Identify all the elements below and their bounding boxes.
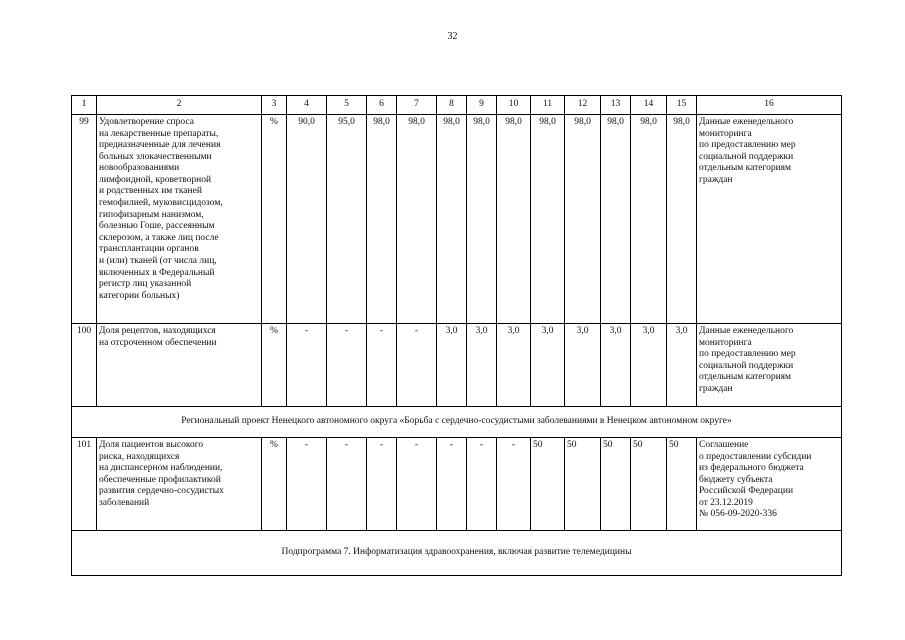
value-cell: 98,0 (367, 115, 397, 324)
header-cell: 12 (565, 96, 601, 115)
value-cell: 50 (601, 438, 631, 531)
value-cell: 90,0 (287, 115, 327, 324)
table-row (72, 115, 842, 324)
value-cell: 50 (667, 438, 697, 531)
value-cell: - (397, 324, 437, 407)
header-cell: 8 (437, 96, 467, 115)
section-row (72, 407, 842, 438)
header-cell: 11 (531, 96, 565, 115)
data-source: Данные еженедельного мониторинга по предоставлению мер социальной поддержки отдельным категориям граждан (697, 115, 842, 324)
value-cell: 50 (531, 438, 565, 531)
value-cell: 98,0 (497, 115, 531, 324)
value-cell: 98,0 (667, 115, 697, 324)
unit-cell: % (262, 324, 287, 407)
value-cell: 98,0 (397, 115, 437, 324)
value-cell: 50 (631, 438, 667, 531)
header-cell: 5 (327, 96, 367, 115)
indicator-name: Удовлетворение спроса на лекарственные препараты, предназначенные для лечения больных злокачественными новообразованиями лимфоидной, кроветворной и родственных им тканей гемофилией, муковисцидозом, гипофизарным нанизмом, болезнью Гоше, рассеянным склерозом, а также лиц после трансплантации органов и (или) тканей (от числа лиц, включенных в Федеральный регистр лиц указанной категории больных) (97, 115, 262, 324)
value-cell: 98,0 (601, 115, 631, 324)
value-cell: 3,0 (437, 324, 467, 407)
value-cell: 98,0 (467, 115, 497, 324)
indicators-table (71, 95, 842, 576)
value-cell: 3,0 (497, 324, 531, 407)
header-cell: 2 (97, 96, 262, 115)
table-row (72, 438, 842, 531)
page-number: 32 (447, 31, 458, 42)
header-cell: 6 (367, 96, 397, 115)
value-cell: 3,0 (631, 324, 667, 407)
header-cell: 4 (287, 96, 327, 115)
value-cell: 98,0 (437, 115, 467, 324)
value-cell: - (367, 438, 397, 531)
value-cell: - (327, 438, 367, 531)
unit-cell: % (262, 115, 287, 324)
data-source: Данные еженедельного мониторинга по предоставлению мер социальной поддержки отдельным категориям граждан (697, 324, 842, 407)
table-row (72, 324, 842, 407)
header-row (72, 96, 842, 115)
value-cell: 3,0 (531, 324, 565, 407)
value-cell: 3,0 (601, 324, 631, 407)
value-cell: - (437, 438, 467, 531)
header-cell: 7 (397, 96, 437, 115)
unit-cell: % (262, 438, 287, 531)
header-cell: 16 (697, 96, 842, 115)
value-cell: 3,0 (565, 324, 601, 407)
value-cell: 98,0 (565, 115, 601, 324)
value-cell: 3,0 (667, 324, 697, 407)
value-cell: - (367, 324, 397, 407)
indicator-name: Доля пациентов высокого риска, находящихся на диспансерном наблюдении, обеспеченные профилактикой развития сердечно-сосудистых заболеваний (97, 438, 262, 531)
value-cell: - (287, 438, 327, 531)
value-cell: - (397, 438, 437, 531)
value-cell: 3,0 (467, 324, 497, 407)
value-cell: 98,0 (631, 115, 667, 324)
row-number: 99 (72, 115, 97, 324)
value-cell: - (287, 324, 327, 407)
subprogram-title: Подпрограмма 7. Информатизация здравоохранения, включая развитие телемедицины (72, 531, 842, 576)
header-cell: 3 (262, 96, 287, 115)
value-cell: 98,0 (531, 115, 565, 324)
header-cell: 9 (467, 96, 497, 115)
section-title: Региональный проект Ненецкого автономного округа «Борьба с сердечно-сосудистыми заболеваниями в Ненецком автономном округе» (72, 407, 842, 438)
header-cell: 15 (667, 96, 697, 115)
header-cell: 14 (631, 96, 667, 115)
subprogram-row (72, 531, 842, 576)
value-cell: - (467, 438, 497, 531)
value-cell: - (497, 438, 531, 531)
row-number: 101 (72, 438, 97, 531)
row-number: 100 (72, 324, 97, 407)
value-cell: 50 (565, 438, 601, 531)
indicator-name: Доля рецептов, находящихся на отсроченном обеспечении (97, 324, 262, 407)
value-cell: 95,0 (327, 115, 367, 324)
header-cell: 13 (601, 96, 631, 115)
data-source: Соглашение о предоставлении субсидии из федерального бюджета бюджету субъекта Российской Федерации от 23.12.2019 № 056-09-2020-336 (697, 438, 842, 531)
header-cell: 1 (72, 96, 97, 115)
header-cell: 10 (497, 96, 531, 115)
value-cell: - (327, 324, 367, 407)
